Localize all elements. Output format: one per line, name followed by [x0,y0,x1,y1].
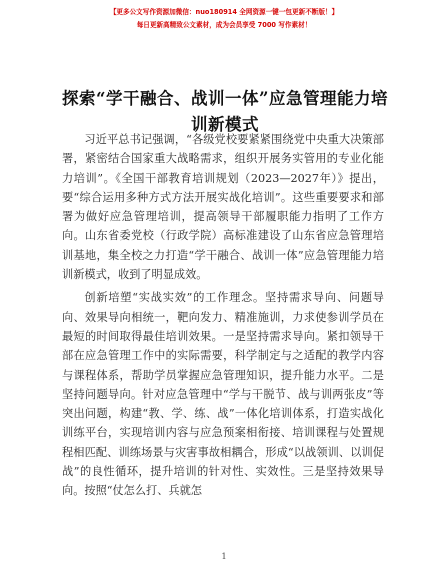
paragraph-2: 创新培塑“实战实效”的工作理念。坚持需求导向、问题导向、效果导向相统一，靶向发力、精准施训，力求使参训学员在最短的时间取得最佳培训效果。一是坚持需求导向。紧扣领导干部在应急管理工作中的实际需要，科学制定与之适配的教学内容与课程体系，帮助学员掌握应急管理知识，提升能力水平。二是坚持问题导向。针对应急管理中“学与干脱节、战与训两张皮”等突出问题，构建“教、学、练、战”一体化培训体系，打造实战化训练平台，实现培训内容与应急预案相衔接、培训课程与处置规程相匹配、训练场景与灾害事故相耦合，形成“以战领训、以训促战”的良性循环，提升培训的针对性、实效性。三是坚持效果导向。按照“仗怎么打、兵就怎 [62,291,384,498]
document-title: 探索“学干融合、战训一体”应急管理能力培训新模式 [62,89,388,134]
promo-banner-line-2: 每日更新高精致公文素材，成为会员享受 7000 写作素材！ [136,21,312,29]
promo-banner-line-1: 【更多公文写作资源加微信：nuo180914 全网资源一键一包更新不断版！】 [109,8,339,16]
promo-banner [0,6,448,32]
page-number: 1 [221,552,227,561]
paragraph-1: 习近平总书记强调，“各级党校要紧紧围绕党中央重大决策部署，紧密结合国家重大战略需求，组织开展务实管用的专业化能力培训”。《全国干部教育培训规划（2023—2027年）》提出，要“综合运用多种方式方法开展实战化培训”。这些重要要求和部署为做好应急管理培训，提高领导干部履职能力指明了工作方向。山东省委党校（行政学院）高标准建设了山东省应急管理培训基地，集全校之力打造“学干融合、战训一体”应急管理能力培训新模式，收到了明显成效。 [62,133,384,282]
document-body [62,130,384,501]
